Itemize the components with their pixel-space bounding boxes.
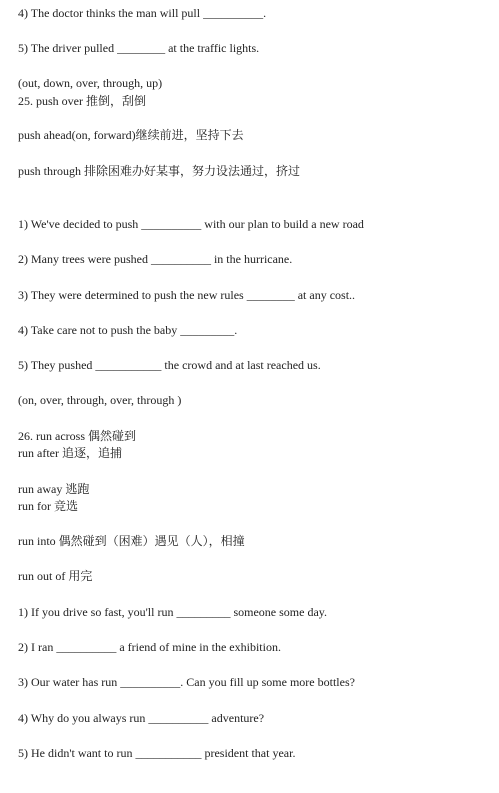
phrase-definition: push ahead(on, forward)继续前进，坚持下去 [18,128,244,142]
phrase-definition: push through 排除困难办好某事，努力设法通过，挤过 [18,164,301,178]
phrase-definition: run for 竞选 [18,499,78,513]
exercise-line: 4) Take care not to push the baby _________. [18,323,238,337]
answer-key-line: (out, down, over, through, up) [18,76,163,90]
phrase-definition: run away 逃跑 [18,482,90,496]
answer-key-line: (on, over, through, over, through ) [18,393,182,407]
exercise-line: 2) I ran __________ a friend of mine in the exhibition. [18,640,281,654]
exercise-line: 5) They pushed ___________ the crowd and at last reached us. [18,358,321,372]
exercise-line: 5) The driver pulled ________ at the traffic lights. [18,41,260,55]
phrase-heading: 26. run across 偶然碰到 [18,429,136,443]
exercise-line: 4) Why do you always run __________ adventure? [18,711,265,725]
phrase-heading: 25. push over 推倒，刮倒 [18,94,146,108]
phrase-definition: run after 追逐，追捕 [18,446,122,460]
phrase-definition: run out of 用完 [18,569,93,583]
phrase-definition: run into 偶然碰到（困难）遇见（人），相撞 [18,534,245,548]
exercise-line: 5) He didn't want to run ___________ president that year. [18,746,296,760]
exercise-line: 3) Our water has run __________. Can you fill up some more bottles? [18,675,355,689]
exercise-line: 1) If you drive so fast, you'll run _________ someone some day. [18,605,327,619]
exercise-line: 1) We've decided to push __________ with our plan to build a new road [18,217,364,231]
exercise-line: 4) The doctor thinks the man will pull __________. [18,6,267,20]
exercise-line: 2) Many trees were pushed __________ in the hurricane. [18,252,293,266]
exercise-line: 3) They were determined to push the new rules ________ at any cost.. [18,288,356,302]
